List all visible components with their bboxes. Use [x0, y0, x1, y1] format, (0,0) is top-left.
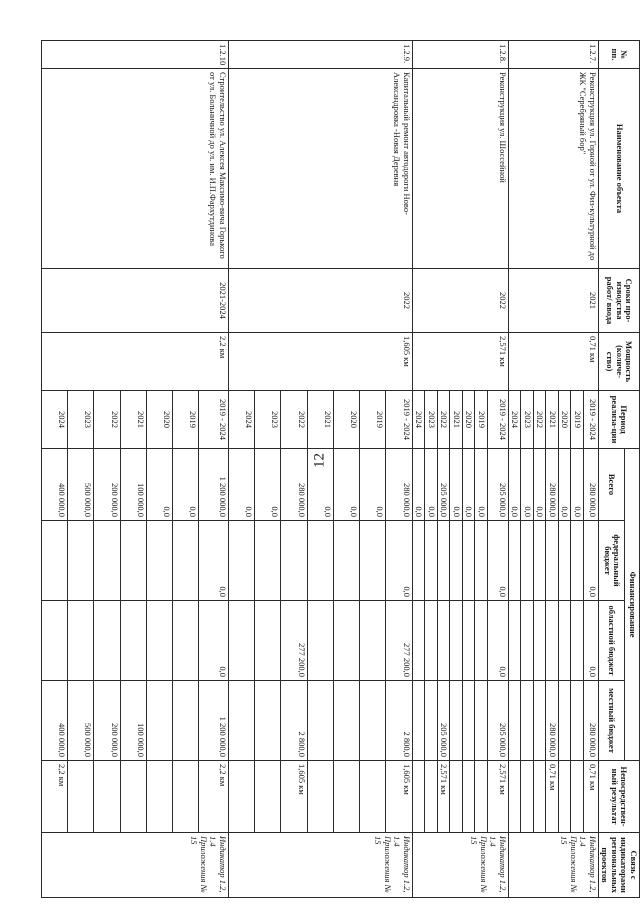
result-cell: 2,2 км	[198, 761, 228, 833]
federal-cell	[533, 521, 546, 601]
period-cell: 2021	[120, 391, 146, 449]
federal-cell: 0,0	[198, 521, 228, 601]
federal-cell: 0,0	[487, 521, 508, 601]
result-cell: 2,2 км	[41, 761, 67, 833]
local-cell: 280 000,0	[583, 681, 598, 761]
regional-cell	[359, 601, 385, 681]
total-cell: 0,0	[475, 449, 488, 521]
table-row	[198, 41, 228, 898]
local-cell	[425, 681, 438, 761]
period-cell: 2023	[254, 391, 280, 449]
federal-cell	[462, 521, 475, 601]
local-cell: 280 000,0	[546, 681, 559, 761]
federal-cell	[67, 521, 93, 601]
header-result: Непосредствен-ный результат	[598, 761, 639, 833]
local-cell	[146, 681, 172, 761]
regional-cell	[93, 601, 120, 681]
federal-cell: 0,0	[583, 521, 598, 601]
local-cell	[508, 681, 521, 761]
period-cell: 2021	[307, 391, 333, 449]
federal-cell	[280, 521, 307, 601]
local-cell	[228, 681, 254, 761]
object-capacity: 2,2 км	[41, 333, 228, 391]
period-cell: 2019 - 2024	[583, 391, 598, 449]
total-cell: 200 000,0	[93, 449, 120, 521]
federal-cell	[254, 521, 280, 601]
table-header	[598, 41, 639, 898]
total-cell: 205 000,0	[487, 449, 508, 521]
header-total: Всего	[598, 449, 624, 521]
total-cell: 0,0	[359, 449, 385, 521]
regional-cell	[558, 601, 571, 681]
local-cell: 2 800,0	[385, 681, 412, 761]
header-federal: федеральный бюджет	[598, 521, 624, 601]
total-cell: 0,0	[571, 449, 584, 521]
federal-cell	[546, 521, 559, 601]
federal-cell	[521, 521, 534, 601]
result-cell	[67, 761, 93, 833]
table-body	[41, 41, 598, 898]
regional-cell	[307, 601, 333, 681]
local-cell	[558, 681, 571, 761]
object-capacity: 2,571 км	[412, 333, 508, 391]
local-cell	[521, 681, 534, 761]
result-cell: 0,71 км	[546, 761, 559, 833]
local-cell: 500 000,0	[67, 681, 93, 761]
result-cell	[508, 761, 521, 833]
result-cell	[571, 761, 584, 833]
table-row	[487, 41, 508, 898]
header-regional: областной бюджет	[598, 601, 624, 681]
program-objects-table	[41, 40, 640, 898]
period-cell: 2019	[475, 391, 488, 449]
result-cell	[359, 761, 385, 833]
local-cell: 2 800,0	[280, 681, 307, 761]
federal-cell	[412, 521, 425, 601]
period-cell: 2022	[533, 391, 546, 449]
table-row	[583, 41, 598, 898]
period-cell: 2020	[146, 391, 172, 449]
indicator-link: Индикатор 1.2, 1.4 Приложения № 15	[508, 833, 598, 898]
rotated-table-container	[56, 40, 640, 897]
federal-cell	[307, 521, 333, 601]
period-cell: 2023	[521, 391, 534, 449]
header-name: Наименование объекта	[598, 69, 639, 269]
total-cell: 0,0	[462, 449, 475, 521]
local-cell: 205 000,0	[437, 681, 450, 761]
regional-cell	[571, 601, 584, 681]
object-name: Строительство ул. Алексея Максимо-вича Горького от ул. Больничной до ул. им. И.П.Фархутдинова	[41, 69, 228, 269]
period-cell: 2021	[546, 391, 559, 449]
regional-cell	[450, 601, 463, 681]
total-cell: 0,0	[228, 449, 254, 521]
federal-cell	[359, 521, 385, 601]
period-cell: 2021	[450, 391, 463, 449]
result-cell	[521, 761, 534, 833]
federal-cell	[475, 521, 488, 601]
period-cell: 2020	[333, 391, 359, 449]
total-cell: 280 000,0	[385, 449, 412, 521]
regional-cell: 0,0	[487, 601, 508, 681]
total-cell: 100 000,0	[120, 449, 146, 521]
regional-cell: 277 200,0	[385, 601, 412, 681]
period-cell: 2019	[172, 391, 198, 449]
period-cell: 2019	[571, 391, 584, 449]
total-cell: 0,0	[333, 449, 359, 521]
total-cell: 280 000,0	[546, 449, 559, 521]
federal-cell	[93, 521, 120, 601]
regional-cell	[508, 601, 521, 681]
object-number: 1.2.10	[41, 41, 228, 69]
object-term: 2021	[508, 269, 598, 333]
regional-cell	[67, 601, 93, 681]
regional-cell	[412, 601, 425, 681]
period-cell: 2020	[558, 391, 571, 449]
result-cell: 0,71 км	[583, 761, 598, 833]
result-cell	[120, 761, 146, 833]
total-cell: 0,0	[172, 449, 198, 521]
total-cell: 0,0	[254, 449, 280, 521]
object-capacity: 1,605 км	[228, 333, 412, 391]
regional-cell	[228, 601, 254, 681]
result-cell	[412, 761, 425, 833]
result-cell: 1,605 км	[385, 761, 412, 833]
result-cell	[307, 761, 333, 833]
total-cell: 0,0	[412, 449, 425, 521]
period-cell: 2019 - 2024	[487, 391, 508, 449]
header-period: Период реализа-ции	[598, 391, 639, 449]
period-cell: 2020	[462, 391, 475, 449]
total-cell: 0,0	[521, 449, 534, 521]
period-cell: 2019	[359, 391, 385, 449]
result-cell: 2,571 км	[487, 761, 508, 833]
total-cell: 205 000,0	[437, 449, 450, 521]
indicator-link: Индикатор 1.2, 1.4 Приложения № 15	[41, 833, 228, 898]
regional-cell	[146, 601, 172, 681]
total-cell: 0,0	[307, 449, 333, 521]
local-cell	[307, 681, 333, 761]
local-cell	[571, 681, 584, 761]
local-cell	[254, 681, 280, 761]
regional-cell	[172, 601, 198, 681]
federal-cell	[425, 521, 438, 601]
indicator-link: Индикатор 1.2, 1.4 Приложения № 15	[228, 833, 412, 898]
local-cell: 400 000,0	[41, 681, 67, 761]
federal-cell	[437, 521, 450, 601]
regional-cell	[254, 601, 280, 681]
object-name: Реконструкция ул. Шоссейной	[412, 69, 508, 269]
total-cell: 400 000,0	[41, 449, 67, 521]
result-cell: 1,605 км	[280, 761, 307, 833]
federal-cell: 0,0	[385, 521, 412, 601]
result-cell	[93, 761, 120, 833]
total-cell: 0,0	[146, 449, 172, 521]
header-term: Сроки про-изводства работ/ ввода	[598, 269, 639, 333]
total-cell: 0,0	[450, 449, 463, 521]
federal-cell	[558, 521, 571, 601]
result-cell: 2,571 км	[437, 761, 450, 833]
local-cell	[172, 681, 198, 761]
table-row	[385, 41, 412, 898]
federal-cell	[172, 521, 198, 601]
result-cell	[146, 761, 172, 833]
object-term: 2022	[228, 269, 412, 333]
object-number: 1.2.7.	[508, 41, 598, 69]
federal-cell	[41, 521, 67, 601]
total-cell: 280 000,0	[583, 449, 598, 521]
federal-cell	[228, 521, 254, 601]
total-cell: 0,0	[533, 449, 546, 521]
header-link: Связь с индикаторами региональных проектов	[598, 833, 639, 898]
total-cell: 0,0	[558, 449, 571, 521]
result-cell	[475, 761, 488, 833]
period-cell: 2023	[67, 391, 93, 449]
federal-cell	[508, 521, 521, 601]
total-cell: 280 000,0	[280, 449, 307, 521]
local-cell: 1 200 000,0	[198, 681, 228, 761]
result-cell	[333, 761, 359, 833]
local-cell	[462, 681, 475, 761]
period-cell: 2024	[41, 391, 67, 449]
object-capacity: 0,71 км	[508, 333, 598, 391]
result-cell	[254, 761, 280, 833]
object-term: 2021-2024	[41, 269, 228, 333]
result-cell	[462, 761, 475, 833]
result-cell	[450, 761, 463, 833]
regional-cell	[462, 601, 475, 681]
total-cell: 500 000,0	[67, 449, 93, 521]
regional-cell	[425, 601, 438, 681]
regional-cell	[521, 601, 534, 681]
object-number: 1.2.8.	[412, 41, 508, 69]
local-cell	[333, 681, 359, 761]
local-cell	[412, 681, 425, 761]
header-capacity: Мощность (количе-ство)	[598, 333, 639, 391]
object-name: Капитальный ремонт автодороги Ново-Александровка -Новая Деревня	[228, 69, 412, 269]
header-local: местный бюджет	[598, 681, 624, 761]
total-cell: 0,0	[425, 449, 438, 521]
regional-cell	[333, 601, 359, 681]
regional-cell	[475, 601, 488, 681]
regional-cell: 0,0	[198, 601, 228, 681]
local-cell	[533, 681, 546, 761]
local-cell: 100 000,0	[120, 681, 146, 761]
regional-cell	[437, 601, 450, 681]
local-cell	[475, 681, 488, 761]
period-cell: 2023	[425, 391, 438, 449]
period-cell: 2019 - 2024	[385, 391, 412, 449]
page-number: 12	[311, 453, 328, 468]
federal-cell	[146, 521, 172, 601]
total-cell: 1 200 000,0	[198, 449, 228, 521]
period-cell: 2022	[93, 391, 120, 449]
period-cell: 2024	[228, 391, 254, 449]
result-cell	[533, 761, 546, 833]
federal-cell	[571, 521, 584, 601]
period-cell: 2024	[508, 391, 521, 449]
regional-cell: 0,0	[583, 601, 598, 681]
local-cell	[450, 681, 463, 761]
regional-cell	[533, 601, 546, 681]
period-cell: 2022	[437, 391, 450, 449]
local-cell: 200 000,0	[93, 681, 120, 761]
federal-cell	[450, 521, 463, 601]
regional-cell	[41, 601, 67, 681]
period-cell: 2024	[412, 391, 425, 449]
period-cell: 2019 - 2024	[198, 391, 228, 449]
object-term: 2022	[412, 269, 508, 333]
regional-cell	[546, 601, 559, 681]
header-num: № пп.	[598, 41, 639, 69]
period-cell: 2022	[280, 391, 307, 449]
object-name: Реконструкция ул. Горной от ул. Физ-культурной до ЖК "Серебряный бор"	[508, 69, 598, 269]
total-cell: 0,0	[508, 449, 521, 521]
local-cell: 205 000,0	[487, 681, 508, 761]
header-financing: Финансирование	[625, 449, 640, 761]
local-cell	[359, 681, 385, 761]
result-cell	[425, 761, 438, 833]
regional-cell	[120, 601, 146, 681]
result-cell	[558, 761, 571, 833]
indicator-link: Индикатор 1.2, 1.4 Приложения № 15	[412, 833, 508, 898]
result-cell	[172, 761, 198, 833]
regional-cell: 277 200,0	[280, 601, 307, 681]
federal-cell	[333, 521, 359, 601]
result-cell	[228, 761, 254, 833]
object-number: 1.2.9.	[228, 41, 412, 69]
federal-cell	[120, 521, 146, 601]
